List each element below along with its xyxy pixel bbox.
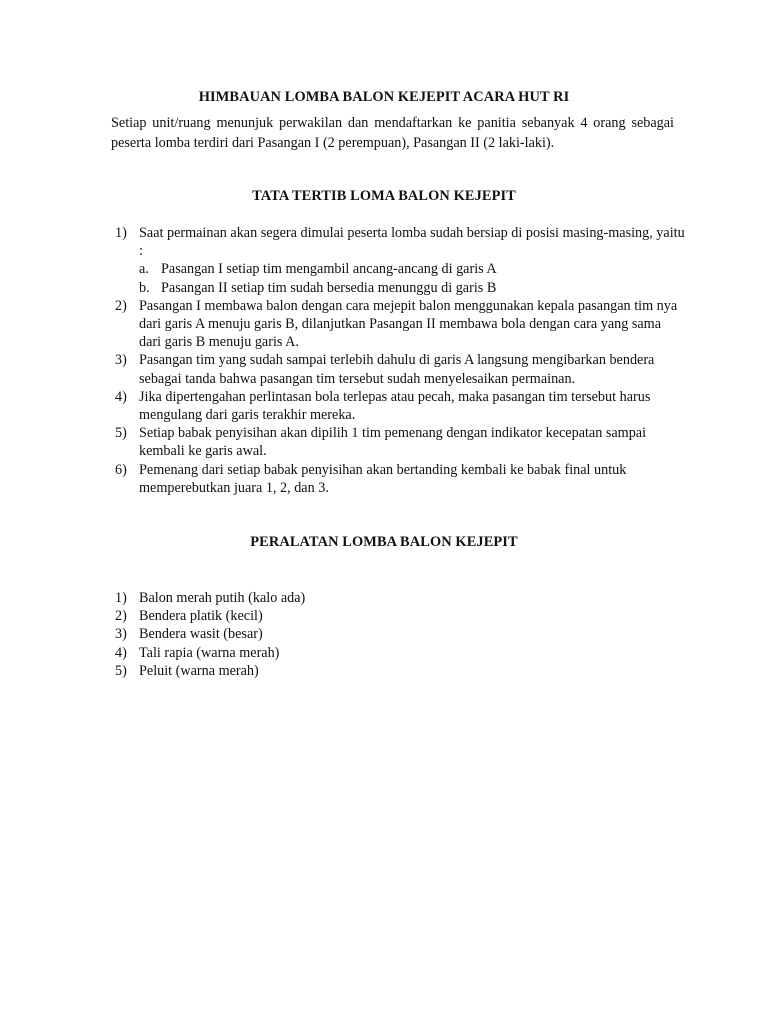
sub-item-b [139,279,686,297]
equipment-number: 3) [115,626,127,643]
equipment-item-3 [111,625,686,643]
equipment-text: Bendera platik (kecil) [139,608,263,625]
rules-heading: TATA TERTIB LOMA BALON KEJEPIT [252,188,516,204]
rule-text: Saat permainan akan segera dimulai peserta lomba sudah bersiap di posisi masing-masing, yaitu : [139,225,685,260]
rule-number: 5) [115,425,127,442]
rule-text: Jika dipertengahan perlintasan bola terlepas atau pecah, maka pasangan tim tersebut harus mengulang dari garis terakhir mereka. [139,388,651,424]
sub-item-a [139,260,686,278]
rule-item-6 [111,461,686,497]
equipment-list [111,589,686,680]
intro-paragraph: Setiap unit/ruang menunjuk perwakilan dan mendaftarkan ke panitia sebanyak 4 orang sebagai peserta lomba terdiri dari Pasangan I (2 perempuan), Pasangan II (2 laki-laki). [111,115,674,151]
rule-number: 2) [115,297,127,314]
rule-number: 4) [115,388,127,405]
sub-item-text: Pasangan II setiap tim sudah bersedia menunggu di garis B [161,279,497,296]
rule-item-4 [111,388,686,424]
rule-item-3 [111,351,686,387]
rule-text: Pemenang dari setiap babak penyisihan akan bertanding kembali ke babak final untuk memperebutkan juara 1, 2, dan 3. [139,461,627,496]
rule-text: Setiap babak penyisihan akan dipilih 1 tim pemenang dengan indikator kecepatan sampai kembali ke garis awal. [139,425,647,460]
equipment-number: 5) [115,662,127,679]
equipment-text: Tali rapia (warna merah) [139,644,280,661]
equipment-number: 4) [115,644,127,661]
rule-sublist [139,260,686,296]
rule-item-2 [111,297,686,352]
rule-text: Pasangan tim yang sudah sampai terlebih dahulu di garis A langsung mengibarkan bendera sebagai tanda bahwa pasangan tim tersebut sudah menyelesaikan permainan. [139,352,655,387]
equipment-text: Peluit (warna merah) [139,662,259,679]
rule-number: 3) [115,352,127,369]
rule-number: 1) [115,225,127,241]
rule-item-1 [111,224,686,297]
equipment-number: 1) [115,590,127,606]
equipment-item-2 [111,607,686,625]
sub-item-letter: a. [139,261,149,278]
sub-item-letter: b. [139,279,150,296]
equipment-item-4 [111,644,686,662]
main-heading: HIMBAUAN LOMBA BALON KEJEPIT ACARA HUT RI [198,89,570,105]
rule-text: Pasangan I membawa balon dengan cara mejepit balon menggunakan kepala pasangan tim nya dari garis A menuju garis B, dilanjutkan Pasangan II membawa bola dengan cara yang sama dari garis B menuju garis A. [139,297,678,351]
rule-number: 6) [115,461,127,478]
sub-item-text: Pasangan I setiap tim mengambil ancang-ancang di garis A [161,261,497,278]
equipment-number: 2) [115,608,127,625]
equipment-heading: PERALATAN LOMBA BALON KEJEPIT [250,534,518,550]
rule-item-5 [111,424,686,460]
equipment-item-1 [111,589,686,607]
equipment-text: Bendera wasit (besar) [139,626,263,643]
rules-list [111,224,686,497]
equipment-item-5 [111,662,686,680]
equipment-text: Balon merah putih (kalo ada) [139,590,306,606]
